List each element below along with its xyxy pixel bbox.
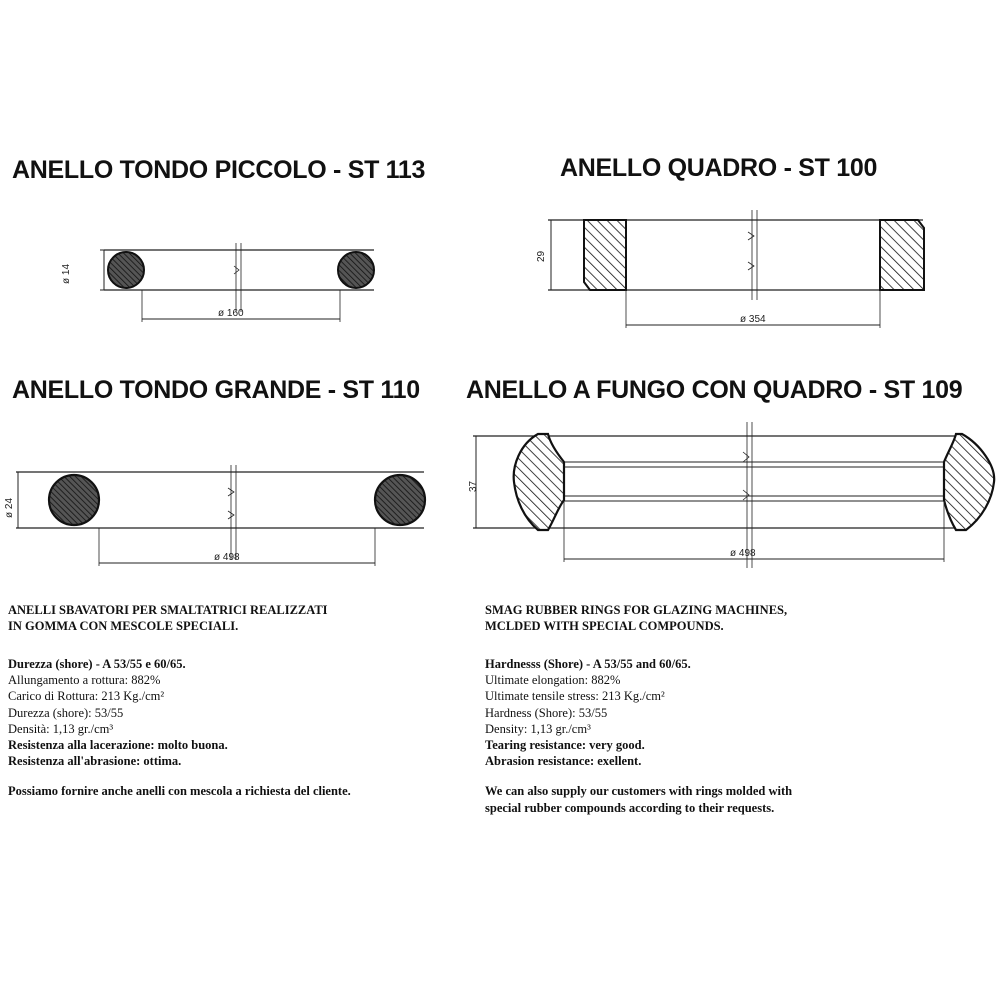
english-description [485,603,792,816]
dim-height-st110: ø 24 [4,497,15,518]
dim-height-st100: 29 [536,250,547,262]
dim-diameter-st113: ø 160 [218,308,244,319]
italian-spec-tearing: Resistenza alla lacerazione: molto buona. [8,738,228,753]
dim-height-st109: 37 [468,480,479,492]
italian-spec-tensile: Carico di Rottura: 213 Kg./cm² [8,689,165,704]
drawing-st109 [473,422,994,568]
italian-spec-abrasion: Resistenza all'abrasione: ottima. [8,754,182,769]
italian-footer: Possiamo fornire anche anelli con mescola a richiesta del cliente. [8,784,351,799]
dim-diameter-st100: ø 354 [740,314,766,325]
italian-spec-hardness: Durezza (shore): 53/55 [8,705,124,720]
english-heading-line-2: MCLDED WITH SPECIAL COMPOUNDS. [485,618,724,633]
italian-heading-line-1: ANELLI SBAVATORI PER SMALTATRICI REALIZZATI [8,603,328,617]
english-spec-hardness: Hardness (Shore): 53/55 [485,705,608,720]
english-footer-line-2: special rubber compounds according to their requests. [485,800,775,815]
italian-heading-line-2: IN GOMMA CON MESCOLE SPECIALI. [8,618,239,633]
title-st110: ANELLO TONDO GRANDE - ST 110 [12,376,420,404]
title-st109: ANELLO A FUNGO CON QUADRO - ST 109 [466,376,963,404]
english-spec-tensile: Ultimate tensile stress: 213 Kg./cm² [485,689,665,704]
dim-height-st113: ø 14 [61,263,72,284]
dim-diameter-st109: ø 498 [730,548,756,559]
drawing-st110 [16,465,425,566]
english-spec-hardness-range: Hardnesss (Shore) - A 53/55 and 60/65. [485,657,691,671]
italian-spec-elongation: Allungamento a rottura: 882% [8,673,161,688]
italian-description [8,603,351,800]
english-heading-line-1: SMAG RUBBER RINGS FOR GLAZING MACHINES, [485,603,788,617]
drawing-st100 [548,210,924,328]
italian-spec-density: Densità: 1,13 gr./cm³ [8,721,114,736]
english-spec-elongation: Ultimate elongation: 882% [485,673,621,688]
title-st100: ANELLO QUADRO - ST 100 [560,154,878,182]
english-footer-line-1: We can also supply our customers with rings molded with [485,784,793,799]
english-spec-density: Density: 1,13 gr./cm³ [485,721,591,736]
english-spec-tearing: Tearing resistance: very good. [485,738,645,753]
dim-diameter-st110: ø 498 [214,552,240,563]
title-st113: ANELLO TONDO PICCOLO - ST 113 [12,156,426,184]
italian-spec-hardness-range: Durezza (shore) - A 53/55 e 60/65. [8,657,186,671]
english-spec-abrasion: Abrasion resistance: exellent. [485,754,642,769]
